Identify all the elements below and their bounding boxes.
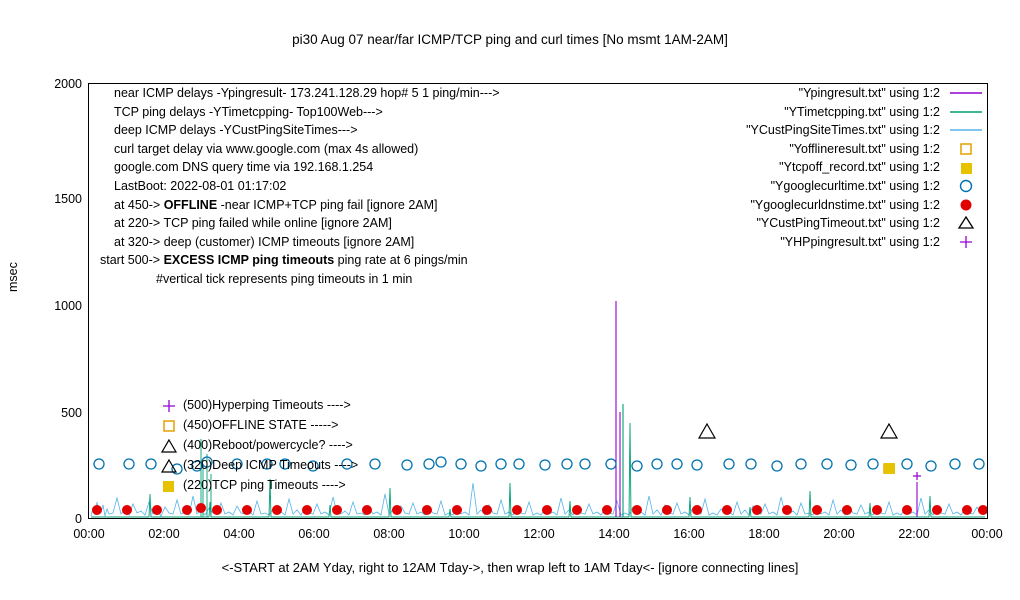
legend-item: [746, 233, 984, 252]
y-tick: 500: [61, 406, 82, 420]
open-square-icon: [948, 142, 984, 156]
y-tick: 1000: [54, 299, 82, 313]
x-tick: 08:00: [373, 527, 405, 541]
x-tick: 22:00: [898, 527, 930, 541]
annotation-row: [155, 435, 358, 455]
y-tick: 0: [75, 512, 82, 526]
marker-deep-icmp-timeout: [699, 424, 897, 438]
legend-label: "YTimetcpping.txt" using 1:2: [784, 104, 940, 119]
y-axis-label: msec: [6, 262, 20, 292]
legend-label: "Ygooglecurldnstime.txt" using 1:2: [750, 197, 940, 212]
annotation-label: (450)OFFLINE STATE ----->: [183, 418, 339, 432]
note-line: google.com DNS query time via 192.168.1.254: [114, 160, 374, 175]
marker-tcp-timeout: [884, 463, 895, 474]
legend: [746, 84, 984, 251]
note-line-excess: [100, 251, 500, 270]
x-tick: 14:00: [598, 527, 630, 541]
open-circle-icon: [948, 179, 984, 193]
y-axis-ticks: [30, 0, 82, 600]
series-near-icmp-spike: [616, 301, 917, 517]
legend-label: "Ygooglecurltime.txt" using 1:2: [770, 178, 940, 193]
y-tick: 1500: [54, 192, 82, 206]
open-square-icon: [155, 415, 183, 435]
x-axis-ticks: [0, 527, 1020, 547]
legend-label: "Ypingresult.txt" using 1:2: [798, 86, 940, 100]
legend-item: [746, 84, 984, 103]
annotation-row: [155, 475, 358, 495]
x-tick: 02:00: [148, 527, 180, 541]
annotation-label: (400)Reboot/powercycle? ---->: [183, 438, 353, 452]
legend-label: "YCustPingSiteTimes.txt" using 1:2: [746, 123, 940, 138]
filled-square-icon: [155, 475, 183, 495]
open-triangle-icon: [155, 455, 183, 475]
plus-icon: [155, 395, 183, 415]
legend-item: [746, 103, 984, 122]
note-line: at 220-> TCP ping failed while online [ignore 2AM]: [114, 216, 392, 231]
legend-label: "YHPpingresult.txt" using 1:2: [780, 234, 940, 249]
note-line: at 320-> deep (customer) ICMP timeouts [ignore 2AM]: [114, 234, 415, 249]
legend-item: [746, 158, 984, 177]
note-line-offline: [100, 196, 500, 215]
notes-block: [100, 84, 500, 289]
x-tick: 12:00: [523, 527, 555, 541]
y-tick: 2000: [54, 77, 82, 91]
annotation-row: [155, 395, 358, 415]
annotation-row: [155, 455, 358, 475]
legend-label: "Ytcpoff_record.txt" using 1:2: [779, 160, 940, 175]
filled-circle-icon: [948, 198, 984, 212]
x-tick: 00:00: [73, 527, 105, 541]
page-title: pi30 Aug 07 near/far ICMP/TCP ping and curl times [No msmt 1AM-2AM]: [292, 32, 728, 47]
note-line: TCP ping delays -YTimetcpping- Top100Web--->: [114, 104, 383, 119]
x-tick: 16:00: [673, 527, 705, 541]
annotation-label: (500)Hyperping Timeouts ---->: [183, 398, 351, 412]
x-tick: 06:00: [298, 527, 330, 541]
note-line: curl target delay via www.google.com (max 4s allowed): [114, 141, 419, 156]
note-line: deep ICMP delays -YCustPingSiteTimes--->: [114, 123, 358, 138]
x-tick: 00:00: [971, 527, 1003, 541]
note-line: LastBoot: 2022-08-01 01:17:02: [114, 178, 287, 193]
note-text: start 500-> EXCESS ICMP ping timeouts ping rate at 6 pings/min: [100, 253, 468, 268]
open-triangle-icon: [948, 216, 984, 230]
open-triangle-icon: [155, 435, 183, 455]
legend-item: [746, 196, 984, 215]
note-line: #vertical tick represents ping timeouts in 1 min: [156, 271, 413, 286]
note-text: at 450-> OFFLINE -near ICMP+TCP ping fail [ignore 2AM]: [114, 197, 438, 212]
x-tick: 04:00: [223, 527, 255, 541]
legend-item: [746, 177, 984, 196]
marker-hyperping: [913, 472, 921, 480]
note-line: near ICMP delays -Ypingresult- 173.241.128.29 hop# 5 1 ping/min--->: [114, 86, 500, 100]
threshold-annotations: [155, 395, 358, 495]
legend-item: [746, 214, 984, 233]
legend-item: [746, 140, 984, 159]
annotation-label: (220)TCP ping Timeouts ---->: [183, 478, 346, 492]
line-swatch-icon: [948, 123, 984, 137]
x-tick: 20:00: [823, 527, 855, 541]
legend-label: "Yofflineresult.txt" using 1:2: [789, 141, 940, 156]
legend-label: "YCustPingTimeout.txt" using 1:2: [756, 216, 940, 231]
legend-item: [746, 121, 984, 140]
annotation-row: [155, 415, 358, 435]
x-axis-label: <-START at 2AM Yday, right to 12AM Tday->, then wrap left to 1AM Tday<- [ignore connecting lines]: [221, 560, 799, 575]
line-swatch-icon: [948, 105, 984, 119]
x-tick: 10:00: [448, 527, 480, 541]
filled-square-icon: [948, 161, 984, 175]
plus-icon: [948, 235, 984, 249]
x-tick: 18:00: [748, 527, 780, 541]
line-swatch-icon: [948, 86, 984, 100]
annotation-label: (320)Deep ICMP Timeouts ---->: [183, 458, 359, 472]
